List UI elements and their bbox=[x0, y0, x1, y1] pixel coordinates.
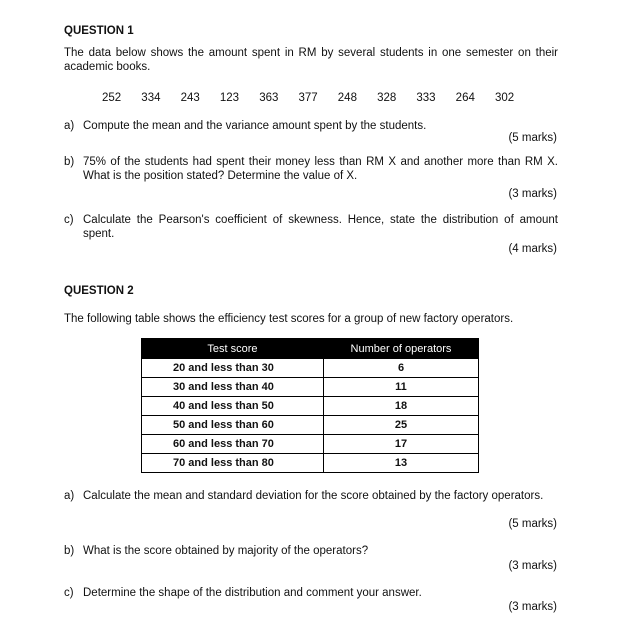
part-text: Calculate the mean and standard deviation for the score obtained by the factory operators. bbox=[83, 490, 544, 502]
question-1-intro: The data below shows the amount spent in RM by several students in one semester on their academic books. bbox=[64, 47, 558, 73]
part-text: Determine the shape of the distribution and comment your answer. bbox=[83, 587, 422, 599]
table-row bbox=[142, 435, 479, 454]
question-1-title: QUESTION 1 bbox=[64, 25, 134, 37]
table-row bbox=[142, 359, 479, 378]
data-value: 328 bbox=[377, 92, 397, 104]
data-value: 264 bbox=[455, 92, 475, 104]
cell: 18 bbox=[324, 397, 479, 416]
part-text: Calculate the Pearson's coefficient of skewness. Hence, state the distribution of amount spent. bbox=[83, 214, 558, 240]
question-1a bbox=[64, 119, 558, 133]
cell: 70 and less than 80 bbox=[142, 454, 324, 473]
part-text: 75% of the students had spent their money less than RM X and another more than RM X. What is the position stated? Determine the value of X. bbox=[83, 156, 558, 182]
cell: 6 bbox=[324, 359, 479, 378]
cell: 20 and less than 30 bbox=[142, 359, 324, 378]
data-value: 248 bbox=[337, 92, 357, 104]
question-2b bbox=[64, 544, 558, 558]
score-table bbox=[141, 338, 479, 473]
cell: 30 and less than 40 bbox=[142, 378, 324, 397]
cell: 13 bbox=[324, 454, 479, 473]
data-value: 123 bbox=[219, 92, 240, 104]
question-2a bbox=[64, 489, 558, 503]
part-label: b) bbox=[64, 545, 75, 557]
marks: (3 marks) bbox=[508, 560, 557, 572]
part-label: b) bbox=[64, 156, 75, 168]
part-text: Compute the mean and the variance amount spent by the students. bbox=[83, 120, 427, 132]
cell: 60 and less than 70 bbox=[142, 435, 324, 454]
cell: 11 bbox=[324, 378, 479, 397]
header-test-score: Test score bbox=[142, 339, 324, 359]
table-row bbox=[142, 454, 479, 473]
cell: 40 and less than 50 bbox=[142, 397, 324, 416]
marks: (3 marks) bbox=[508, 188, 557, 200]
cell: 25 bbox=[324, 416, 479, 435]
marks: (4 marks) bbox=[508, 243, 557, 255]
marks: (3 marks) bbox=[508, 601, 557, 613]
data-value: 333 bbox=[416, 92, 436, 104]
part-label: a) bbox=[64, 490, 75, 502]
data-value: 334 bbox=[141, 92, 161, 104]
part-label: c) bbox=[64, 587, 74, 599]
data-value: 363 bbox=[259, 92, 279, 104]
data-value: 243 bbox=[180, 92, 200, 104]
table-row bbox=[142, 416, 479, 435]
question-2c bbox=[64, 586, 558, 600]
question-2-intro: The following table shows the efficiency test scores for a group of new factory operators. bbox=[64, 313, 514, 325]
question-1b bbox=[64, 155, 558, 183]
data-value: 377 bbox=[298, 92, 318, 104]
data-values bbox=[102, 91, 534, 105]
question-2-title: QUESTION 2 bbox=[64, 285, 134, 297]
header-number-of-operators: Number of operators bbox=[324, 339, 479, 359]
table-header bbox=[142, 339, 479, 359]
table-row bbox=[142, 397, 479, 416]
part-label: a) bbox=[64, 120, 75, 132]
marks: (5 marks) bbox=[508, 132, 557, 144]
table-row bbox=[142, 378, 479, 397]
part-label: c) bbox=[64, 214, 74, 226]
question-1c bbox=[64, 213, 558, 241]
cell: 50 and less than 60 bbox=[142, 416, 324, 435]
data-value: 252 bbox=[102, 92, 122, 104]
part-text: What is the score obtained by majority of the operators? bbox=[83, 545, 369, 557]
cell: 17 bbox=[324, 435, 479, 454]
marks: (5 marks) bbox=[508, 518, 557, 530]
data-value: 302 bbox=[494, 92, 515, 104]
